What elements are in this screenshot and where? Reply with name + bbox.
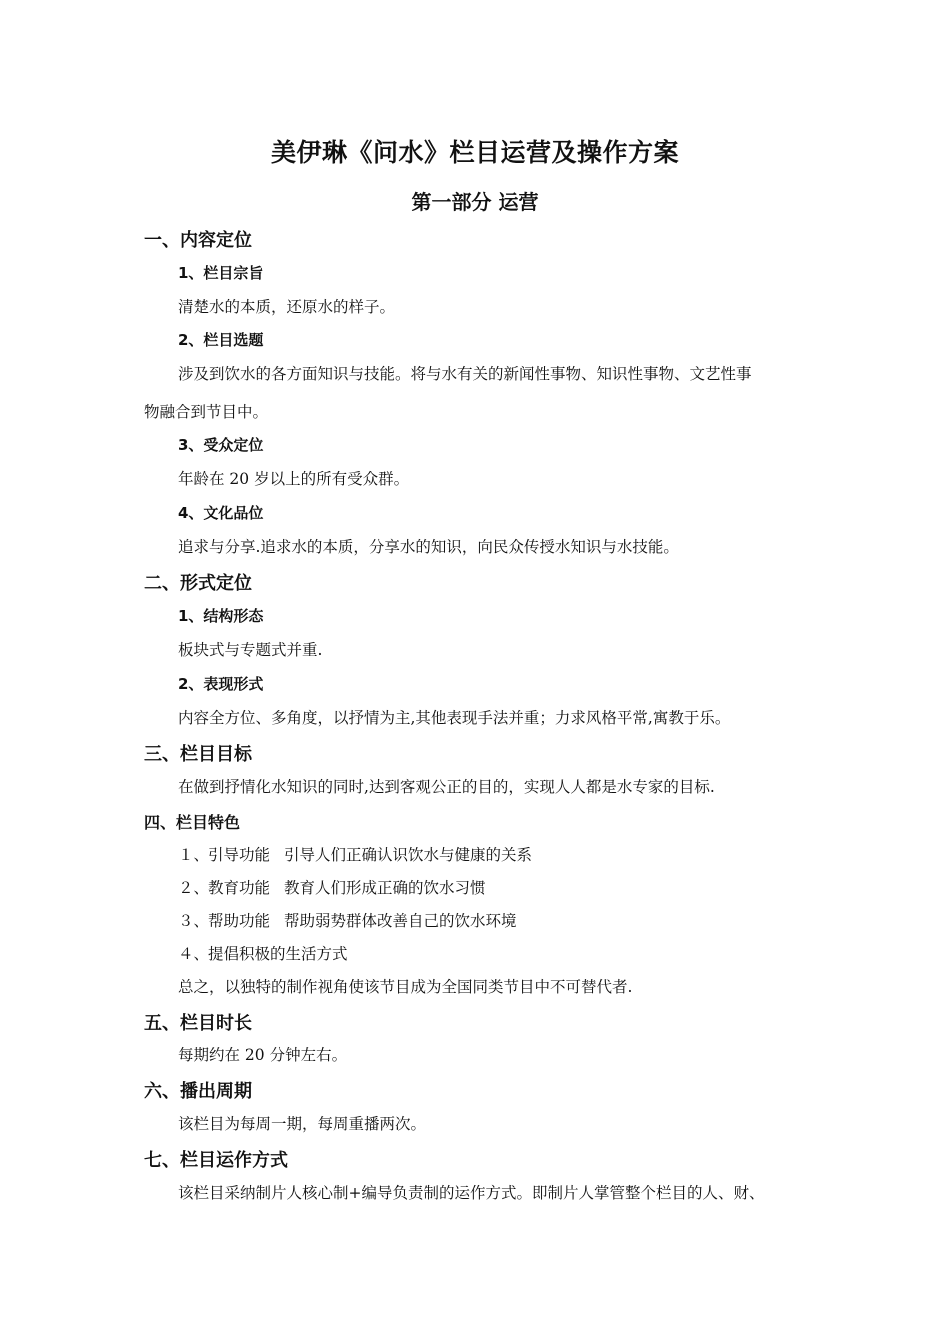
paragraph-topics-line2: 物融合到节目中。 — [144, 403, 269, 421]
subsection-heading-audience: 3、受众定位 — [178, 436, 264, 454]
section-heading-content-positioning: 一、内容定位 — [144, 230, 252, 251]
feature-name: 提倡积极的生活方式 — [208, 945, 348, 963]
paragraph-expression: 内容全方位、多角度，以抒情为主,其他表现手法并重；力求风格平常,寓教于乐。 — [178, 709, 731, 727]
paragraph-topics-line1: 涉及到饮水的各方面知识与技能。将与水有关的新闻性事物、知识性事物、文艺性事 — [178, 365, 752, 383]
paragraph-structure: 板块式与专题式并重. — [178, 641, 323, 659]
paragraph-operation-mode: 该栏目采纳制片人核心制+编导负责制的运作方式。即制片人掌管整个栏目的人、财、 — [178, 1184, 765, 1202]
feature-number: １、 — [178, 846, 210, 864]
feature-name: 教育功能 — [208, 879, 271, 897]
subsection-heading-topics: 2、栏目选题 — [178, 331, 264, 349]
feature-item — [178, 843, 532, 865]
subsection-heading-structure: 1、结构形态 — [178, 607, 264, 625]
paragraph-goals: 在做到抒情化水知识的同时,达到客观公正的目的，实现人人都是水专家的目标. — [178, 778, 715, 796]
subsection-heading-expression: 2、表现形式 — [178, 675, 264, 693]
feature-item — [178, 909, 517, 931]
feature-desc: 引导人们正确认识饮水与健康的关系 — [284, 846, 533, 864]
subsection-heading-purpose: 1、栏目宗旨 — [178, 264, 264, 282]
feature-name: 帮助功能 — [208, 912, 271, 930]
paragraph-features-summary: 总之，以独特的制作视角使该节目成为全国同类节目中不可替代者. — [178, 978, 633, 996]
feature-desc: 教育人们形成正确的饮水习惯 — [284, 879, 486, 897]
paragraph-cultural-taste: 追求与分享.追求水的本质，分享水的知识，向民众传授水知识与水技能。 — [178, 538, 679, 556]
section-heading-features: 四、栏目特色 — [144, 813, 241, 832]
document-title: 美伊琳《问水》栏目运营及操作方案 — [270, 138, 679, 167]
section-heading-goals: 三、栏目目标 — [144, 744, 252, 765]
feature-number: ３、 — [178, 912, 210, 930]
feature-number: ２、 — [178, 879, 210, 897]
section-heading-broadcast-cycle: 六、播出周期 — [144, 1081, 252, 1102]
paragraph-audience: 年龄在 20 岁以上的所有受众群。 — [178, 470, 410, 488]
feature-item — [178, 942, 348, 964]
subsection-heading-cultural-taste: 4、文化品位 — [178, 504, 264, 522]
section-heading-duration: 五、栏目时长 — [144, 1013, 252, 1034]
section-heading-form-positioning: 二、形式定位 — [144, 573, 252, 594]
feature-number: ４、 — [178, 945, 210, 963]
feature-desc: 帮助弱势群体改善自己的饮水环境 — [284, 912, 517, 930]
paragraph-purpose: 清楚水的本质，还原水的样子。 — [178, 298, 396, 316]
paragraph-broadcast-cycle: 该栏目为每周一期，每周重播两次。 — [178, 1115, 427, 1133]
part-heading: 第一部分 运营 — [411, 190, 539, 214]
feature-name: 引导功能 — [208, 846, 271, 864]
paragraph-duration: 每期约在 20 分钟左右。 — [178, 1046, 348, 1064]
section-heading-operation-mode: 七、栏目运作方式 — [144, 1150, 288, 1171]
feature-item — [178, 876, 486, 898]
